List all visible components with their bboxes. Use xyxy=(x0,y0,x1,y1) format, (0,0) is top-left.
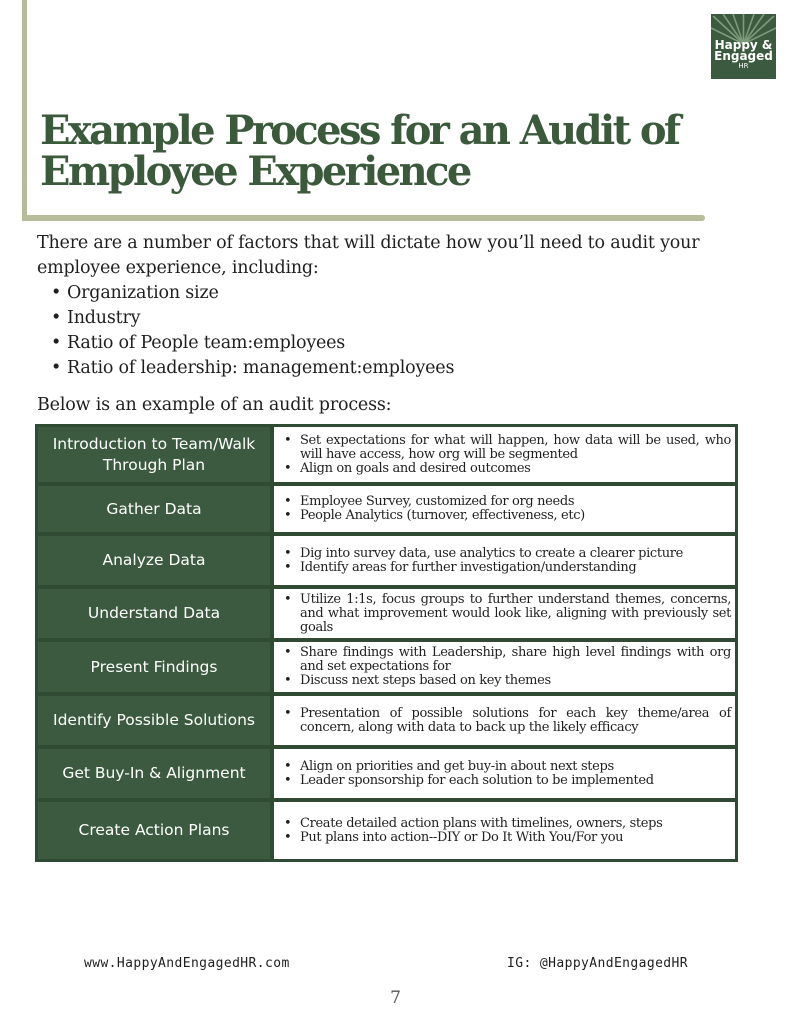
step-details xyxy=(274,749,735,798)
step-bullet: • Align on priorities and get buy-in about next steps xyxy=(280,760,731,774)
step-bullet: • People Analytics (turnover, effectiveness, etc) xyxy=(280,509,731,523)
brand-logo xyxy=(711,14,776,79)
factor-item: • Ratio of People team:employees xyxy=(37,331,454,356)
footer-website: www.HappyAndEngagedHR.com xyxy=(84,956,290,971)
step-bullet: • Set expectations for what will happen, how data will be used, who will have access, how org will be segmented xyxy=(280,434,731,462)
step-name: Introduction to Team/Walk Through Plan xyxy=(38,427,270,482)
step-bullet: • Put plans into action--DIY or Do It With You/For you xyxy=(280,831,731,845)
decorative-frame-left xyxy=(22,0,27,220)
factor-item: • Ratio of leadership: management:employees xyxy=(37,356,454,381)
process-row xyxy=(38,486,735,532)
step-bullet: • Dig into survey data, use analytics to create a clearer picture xyxy=(280,547,731,561)
step-name: Gather Data xyxy=(38,486,270,532)
process-row xyxy=(38,642,735,692)
step-bullet: • Share findings with Leadership, share high level findings with org and set expectations for xyxy=(280,646,731,674)
logo-wordmark xyxy=(711,40,776,70)
process-row xyxy=(38,696,735,745)
factor-item: • Industry xyxy=(37,306,454,331)
step-details xyxy=(274,536,735,585)
step-bullet: • Align on goals and desired outcomes xyxy=(280,462,731,476)
step-name: Create Action Plans xyxy=(38,802,270,859)
logo-line-1: Happy & xyxy=(714,38,773,52)
page-number: 7 xyxy=(390,988,401,1008)
factor-item: • Organization size xyxy=(37,281,454,306)
step-name: Identify Possible Solutions xyxy=(38,696,270,745)
process-row xyxy=(38,427,735,482)
step-details xyxy=(274,642,735,692)
step-details xyxy=(274,427,735,482)
step-bullet: • Employee Survey, customized for org needs xyxy=(280,495,731,509)
step-bullet: • Identify areas for further investigation/understanding xyxy=(280,561,731,575)
step-details xyxy=(274,486,735,532)
step-name: Present Findings xyxy=(38,642,270,692)
process-row xyxy=(38,802,735,859)
step-bullet: • Leader sponsorship for each solution to be implemented xyxy=(280,774,731,788)
process-row xyxy=(38,589,735,638)
intro-paragraph: There are a number of factors that will dictate how you’ll need to audit your employee experience, including: xyxy=(37,233,700,278)
step-name: Understand Data xyxy=(38,589,270,638)
audit-process-table xyxy=(35,424,738,862)
page-title: Example Process for an Audit of Employee Experience xyxy=(40,107,679,195)
logo-line-3: HR xyxy=(738,62,749,70)
step-bullet: • Presentation of possible solutions for each key theme/area of concern, along with data to back up the likely efficacy xyxy=(280,707,731,735)
process-intro: Below is an example of an audit process: xyxy=(37,395,392,415)
step-details xyxy=(274,589,735,638)
step-details xyxy=(274,696,735,745)
process-row xyxy=(38,749,735,798)
footer-instagram: IG: @HappyAndEngagedHR xyxy=(507,956,688,971)
step-name: Analyze Data xyxy=(38,536,270,585)
step-bullet: • Discuss next steps based on key themes xyxy=(280,674,731,688)
step-bullet: • Utilize 1:1s, focus groups to further understand themes, concerns, and what improvement would look like, aligning with previously set goals xyxy=(280,593,731,635)
logo-line-2: Engaged xyxy=(714,49,773,63)
step-bullet: • Create detailed action plans with timelines, owners, steps xyxy=(280,817,731,831)
step-details xyxy=(274,802,735,859)
factor-list xyxy=(37,281,454,381)
decorative-frame-bottom xyxy=(22,215,705,221)
step-name: Get Buy-In & Alignment xyxy=(38,749,270,798)
process-row xyxy=(38,536,735,585)
